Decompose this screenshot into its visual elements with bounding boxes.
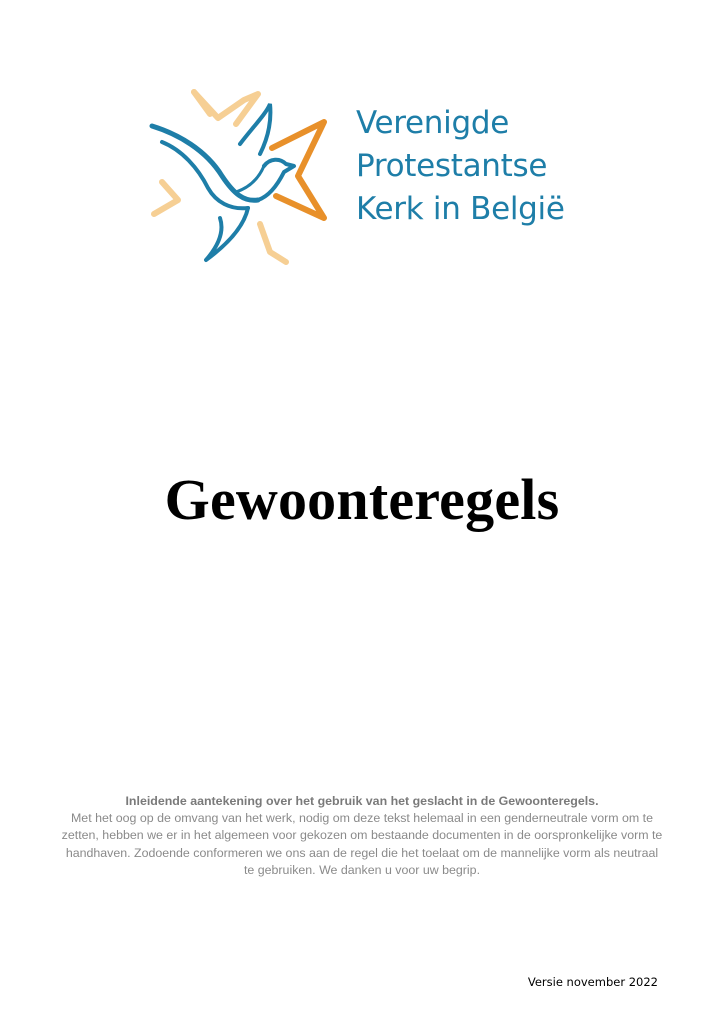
version-label: Versie november 2022: [527, 975, 658, 989]
note-heading: Inleidende aantekening over het gebruik van het geslacht in de Gewoonteregels.: [125, 794, 599, 808]
vpkb-logo: [148, 84, 588, 274]
note-body: Met het oog op de omvang van het werk, nodig om deze tekst helemaal in een genderneutrale vorm om te zetten, hebben we er in het algemeen voor gekozen om bestaande documenten in de oorspronkelijke vorm te handhaven. Zodoende conformeren we ons aan de regel die het toelaat om de mannelijke vorm als neutraal te gebruiken. We danken u voor uw begrip.: [61, 811, 663, 877]
introductory-note: [60, 793, 664, 879]
logo-line-3: Kerk in België: [356, 191, 565, 227]
logo-line-2: Protestantse: [356, 148, 548, 184]
document-title: Gewoonteregels: [164, 467, 560, 532]
logo-line-1: Verenigde: [356, 105, 509, 141]
dove-star-icon: [148, 84, 333, 269]
logo-wordmark: [356, 102, 565, 231]
